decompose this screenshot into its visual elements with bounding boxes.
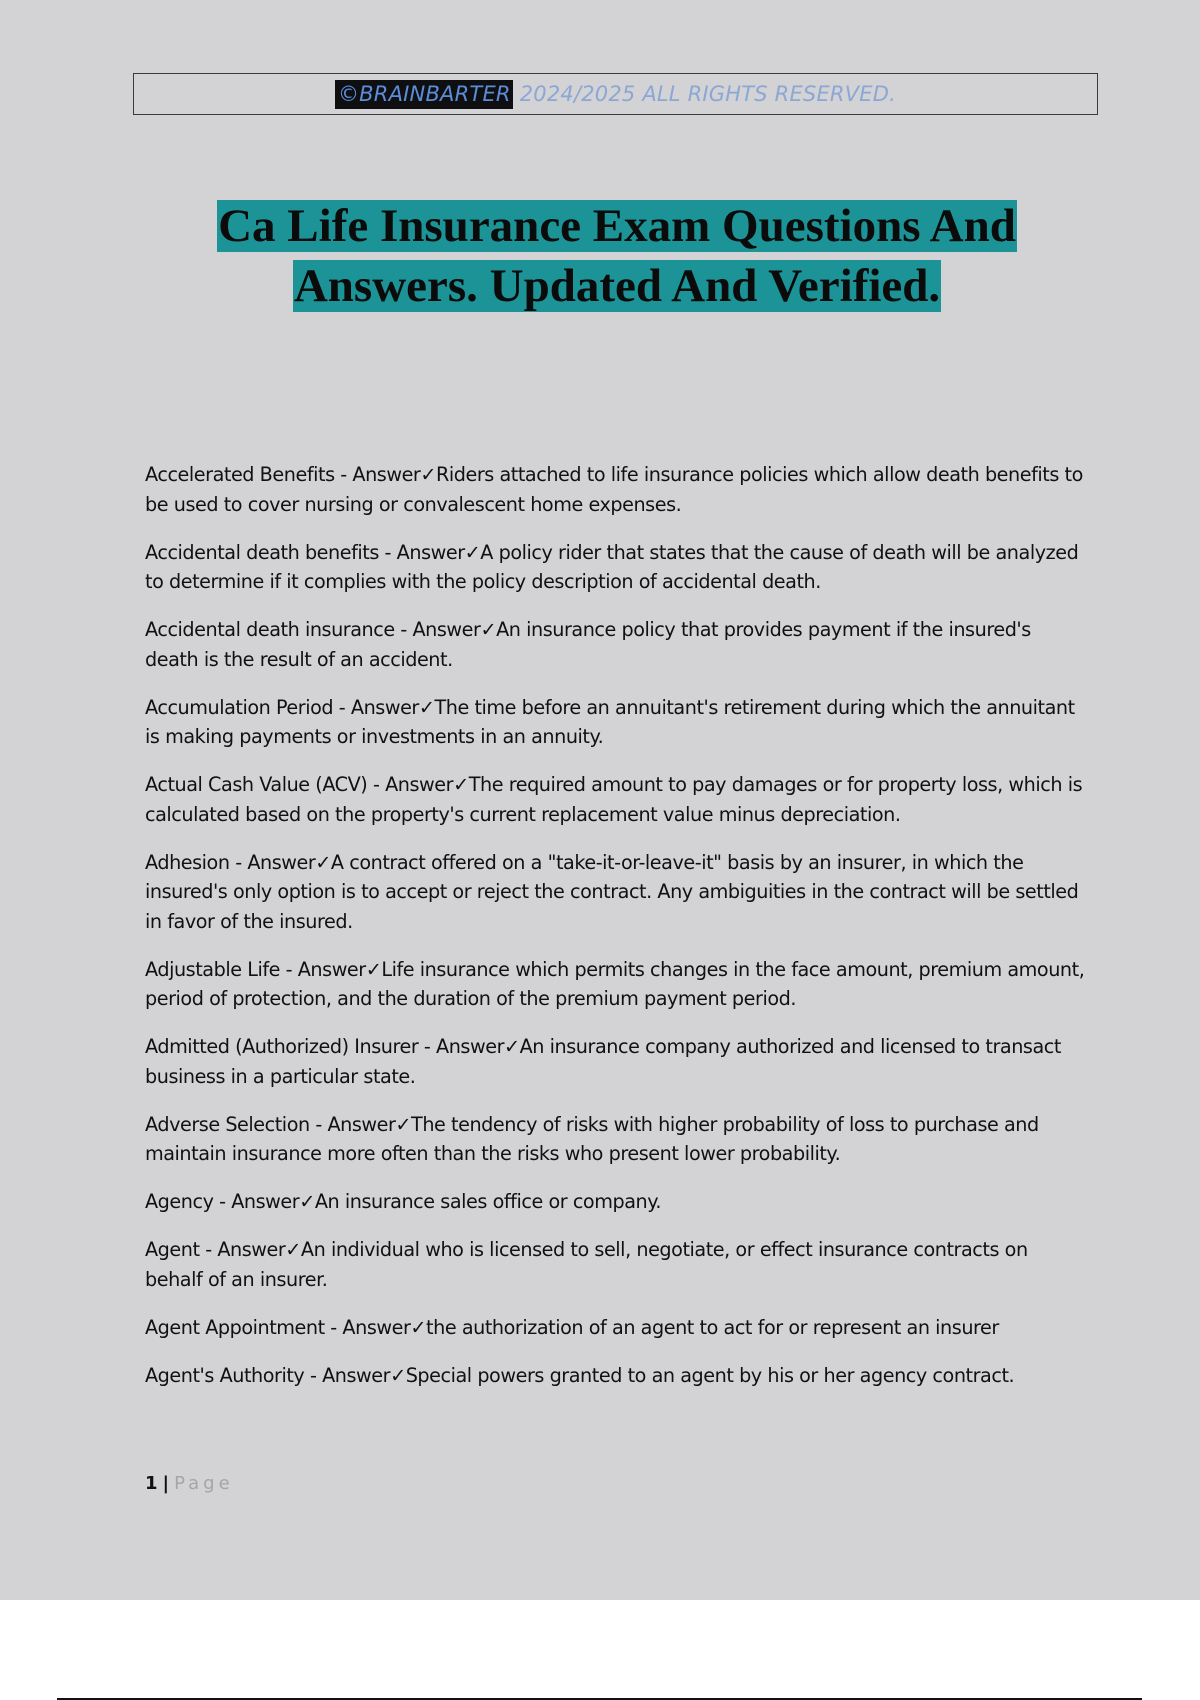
copyright-header: [133, 73, 1098, 115]
brand-label: ©BRAINBARTER: [335, 80, 513, 109]
glossary-entry: Accelerated Benefits - Answer✓Riders attached to life insurance policies which allow death benefits to be used to cover nursing or convalescent home expenses.: [145, 463, 1083, 516]
glossary-entry: Agent Appointment - Answer✓the authorization of an agent to act for or represent an insurer: [145, 1315, 999, 1339]
glossary-entry: Agent - Answer✓An individual who is licensed to sell, negotiate, or effect insurance contracts on behalf of an insurer.: [145, 1238, 1028, 1291]
glossary-entry: Accidental death benefits - Answer✓A policy rider that states that the cause of death will be analyzed to determine if it complies with the policy description of accidental death.: [145, 540, 1079, 593]
page-word: Page: [174, 1473, 234, 1494]
footer-separator: |: [162, 1473, 170, 1494]
page-footer: [145, 1473, 234, 1494]
title-line-2: Answers. Updated And Verified.: [293, 260, 941, 312]
glossary-entry: Adjustable Life - Answer✓Life insurance which permits changes in the face amount, premium amount, period of protection, and the duration of the premium payment period.: [145, 957, 1085, 1010]
document-title: [0, 196, 1200, 316]
glossary-entry: Actual Cash Value (ACV) - Answer✓The required amount to pay damages or for property loss, which is calculated based on the property's current replacement value minus depreciation.: [145, 773, 1083, 826]
glossary-entry: Admitted (Authorized) Insurer - Answer✓An insurance company authorized and licensed to transact business in a particular state.: [145, 1035, 1061, 1088]
glossary-entry: Adverse Selection - Answer✓The tendency of risks with higher probability of loss to purchase and maintain insurance more often than the risks who present lower probability.: [145, 1112, 1039, 1165]
glossary-entry: Agency - Answer✓An insurance sales office or company.: [145, 1190, 662, 1213]
glossary-list: [145, 460, 1085, 1409]
title-line-1: Ca Life Insurance Exam Questions And: [218, 200, 1016, 252]
glossary-entry: Adhesion - Answer✓A contract offered on a "take-it-or-leave-it" basis by an insurer, in which the insured's only option is to accept or reject the contract. Any ambiguities in the contract will be settled in favor of the insured.: [145, 850, 1079, 933]
rights-reserved-text: 2024/2025 ALL RIGHTS RESERVED.: [519, 82, 896, 106]
glossary-entry: Agent's Authority - Answer✓Special powers granted to an agent by his or her agency contract.: [145, 1363, 1015, 1387]
glossary-entry: Accidental death insurance - Answer✓An insurance policy that provides payment if the insured's death is the result of an accident.: [145, 618, 1031, 671]
page-number: 1: [145, 1473, 158, 1494]
glossary-entry: Accumulation Period - Answer✓The time before an annuitant's retirement during which the annuitant is making payments or investments in an annuity.: [145, 695, 1075, 748]
